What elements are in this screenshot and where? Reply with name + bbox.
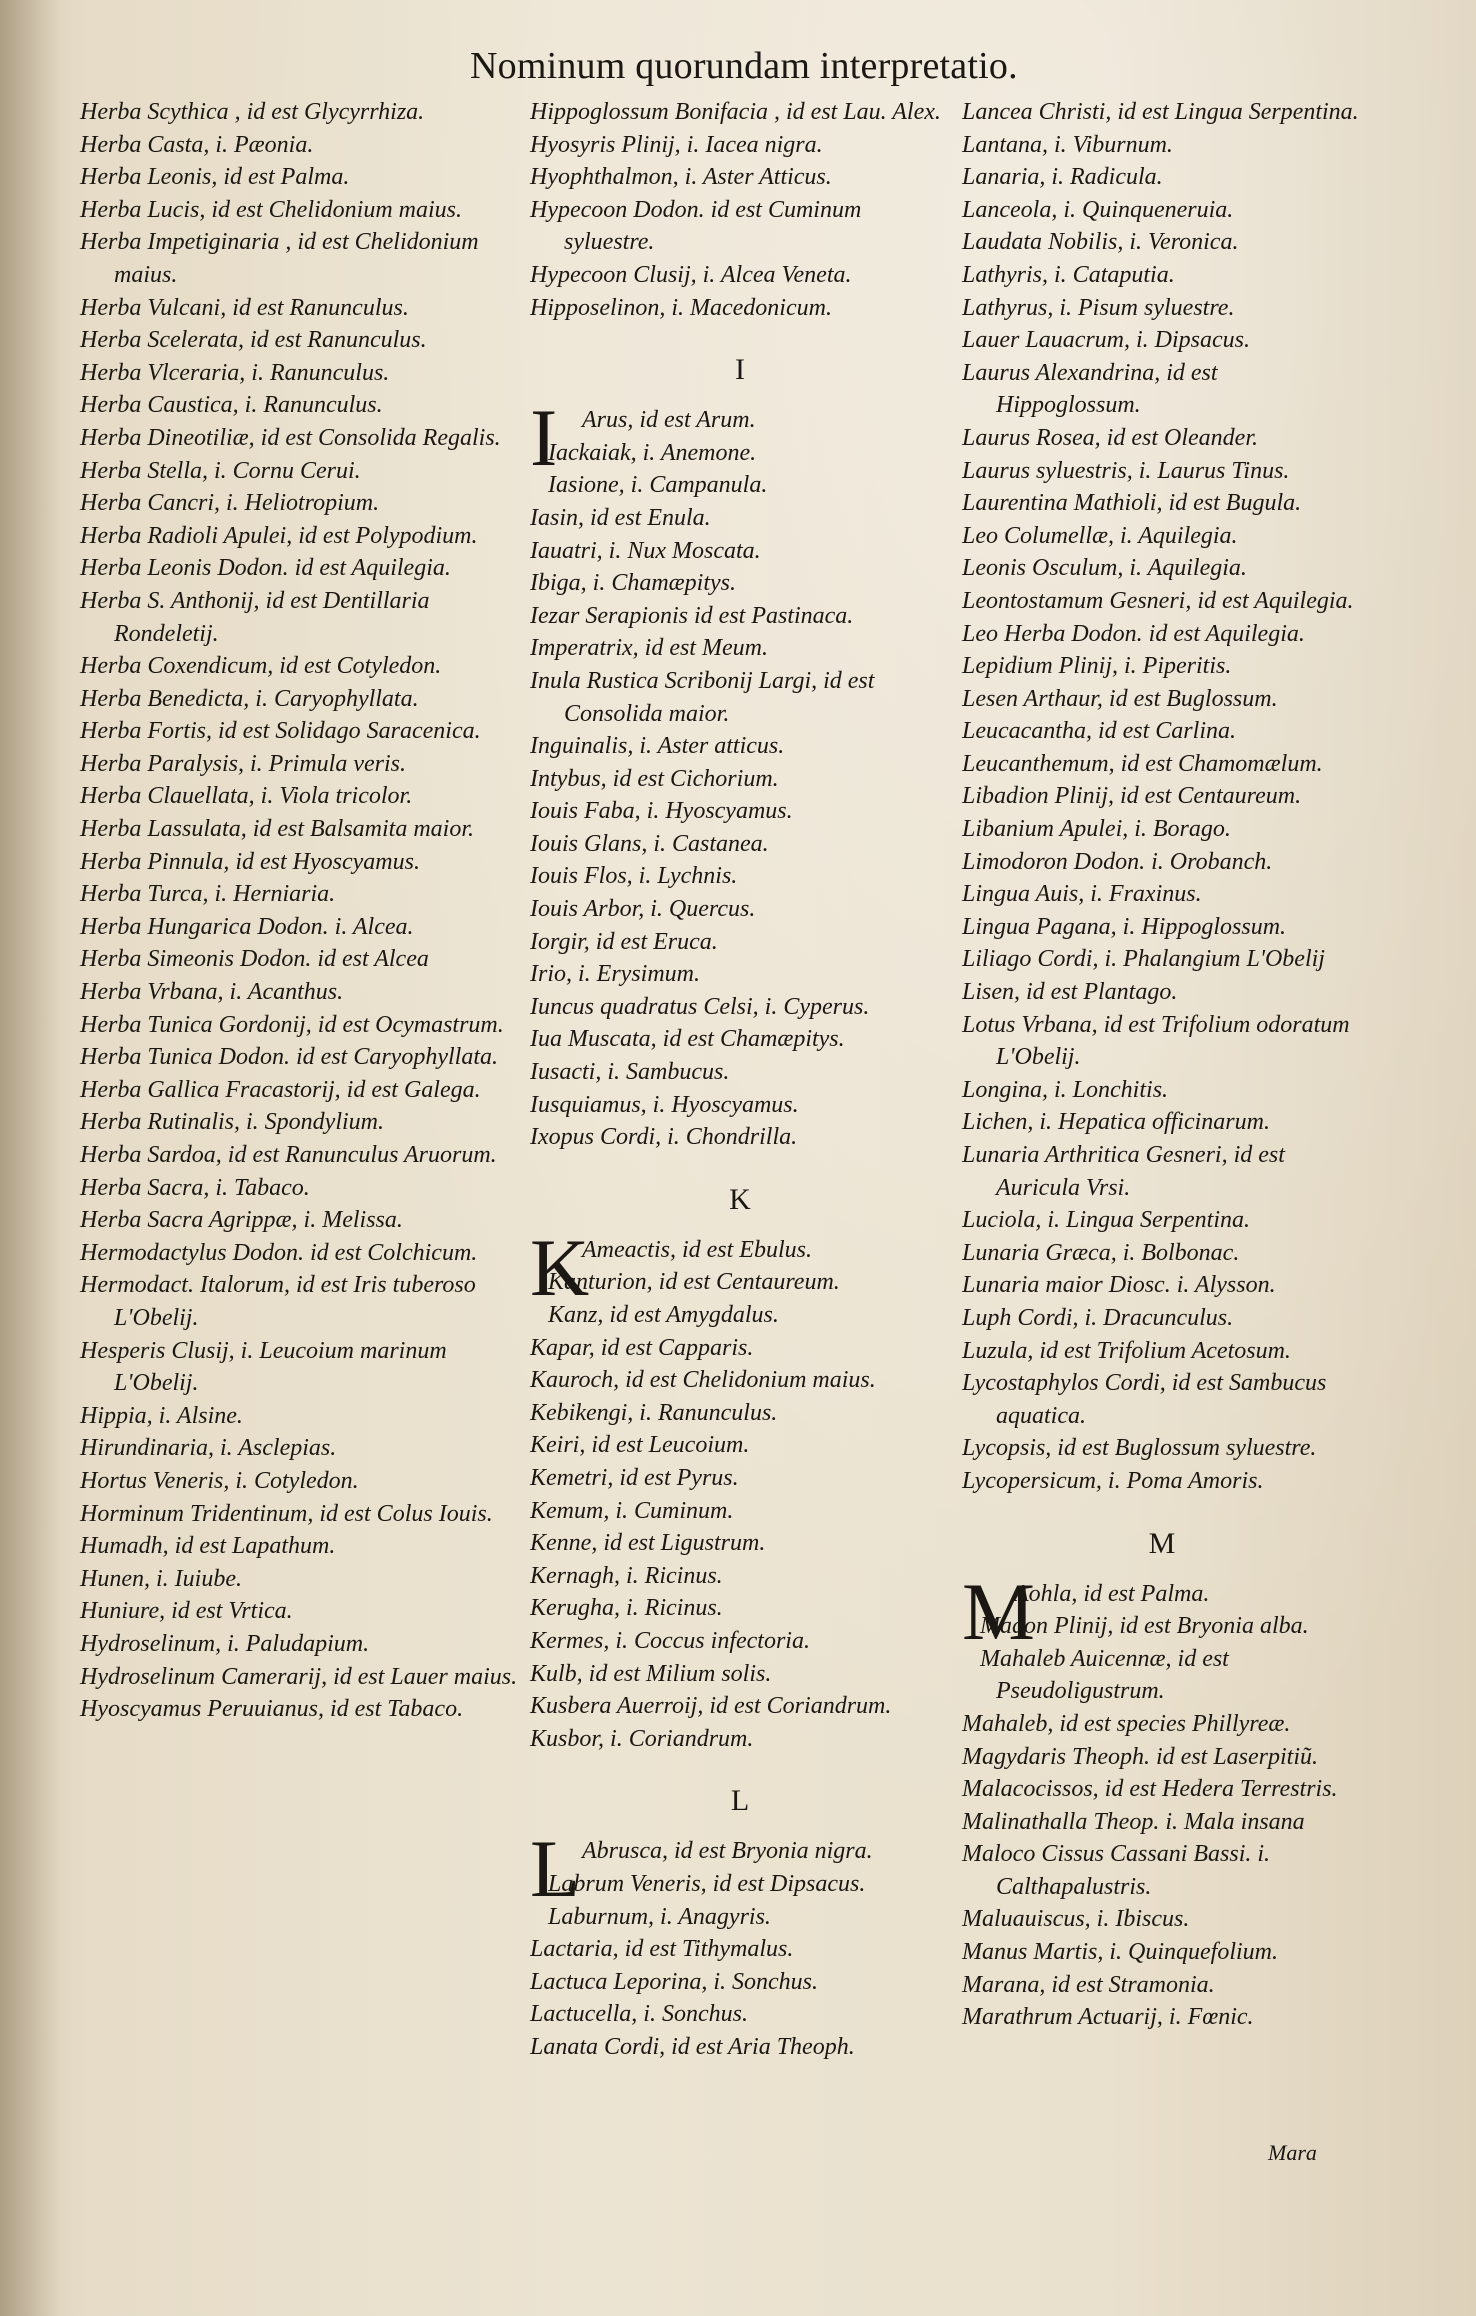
index-entry: Herba S. Anthonij, id est Dentillaria Rondeletij. (80, 587, 436, 647)
entries-i (530, 392, 950, 1154)
index-entry: Hortus Veneris, i. Cotyledon. (80, 1467, 359, 1494)
index-entry: Lactucella, i. Sonchus. (530, 2001, 748, 2028)
index-entry: Limodoron Dodon. i. Orobanch. (962, 848, 1273, 875)
index-entry: Herba Impetiginaria , id est Chelidonium maius. (80, 229, 485, 288)
index-entry: Hirundinaria, i. Asclepias. (80, 1435, 337, 1462)
index-entry: Herba Tunica Gordonij, id est Ocymastrum. (80, 1011, 504, 1038)
index-entry: Herba Sacra, i. Tabaco. (80, 1174, 310, 1201)
index-entry: Herba Pinnula, id est Hyoscyamus. (80, 848, 420, 875)
index-entry: Kenne, id est Ligustrum. (530, 1530, 766, 1557)
entries-h-continued (530, 96, 950, 324)
index-entry: Kusbera Auerroij, id est Coriandrum. (530, 1693, 892, 1720)
index-entry: Lancea Christi, id est Lingua Serpentina. (962, 99, 1359, 125)
index-entry: Laurentina Mathioli, id est Bugula. (962, 490, 1302, 517)
index-entry: Lanaria, i. Radicula. (962, 164, 1163, 191)
index-entry: Inguinalis, i. Aster atticus. (530, 733, 785, 760)
index-entry: Hesperis Clusij, i. Leucoium marinum L'Obelij. (80, 1337, 453, 1397)
index-entry: Iouis Flos, i. Lychnis. (530, 863, 738, 890)
index-entry: Lanceola, i. Quinqueneruia. (962, 196, 1234, 223)
index-entry: Hippia, i. Alsine. (80, 1402, 243, 1429)
entry-text: Aohla, id est Palma. (1014, 1580, 1210, 1607)
index-entry: Leo Columellæ, i. Aquilegia. (962, 522, 1238, 549)
index-entry: Iusquiamus, i. Hyoscyamus. (530, 1091, 799, 1118)
index-entry: Maluauiscus, i. Ibiscus. (962, 1906, 1190, 1933)
index-entry: Laburnum, i. Anagyris. (548, 1903, 771, 1930)
index-entry: Hypecoon Clusij, i. Alcea Veneta. (530, 261, 852, 288)
index-entry: Herba Radioli Apulei, id est Polypodium. (80, 522, 478, 549)
index-entry: Lesen Arthaur, id est Buglossum. (962, 685, 1278, 712)
index-entry: Luzula, id est Trifolium Acetosum. (962, 1337, 1291, 1364)
section-letter-k: K (729, 1182, 751, 1216)
drop-cap: M (962, 1565, 1035, 1657)
index-entry: Kusbor, i. Coriandrum. (530, 1725, 754, 1752)
index-entry: Herba Turca, i. Herniaria. (80, 881, 336, 908)
index-entry: Kebikengi, i. Ranunculus. (530, 1399, 778, 1426)
index-entry: Maloco Cissus Cassani Bassi. i. Calthapalustris. (962, 1841, 1277, 1900)
index-entry: Leucanthemum, id est Chamomælum. (962, 750, 1323, 777)
index-entry: Laurus syluestris, i. Laurus Tinus. (962, 457, 1290, 484)
index-entry: Herba Sacra Agrippæ, i. Melissa. (80, 1207, 403, 1234)
index-entry: Lactuca Leporina, i. Sonchus. (530, 1968, 818, 1995)
index-entry: Herba Gallica Fracastorij, id est Galega. (80, 1076, 481, 1103)
index-entry: Lichen, i. Hepatica officinarum. (962, 1109, 1270, 1136)
index-entry: Hyophthalmon, i. Aster Atticus. (530, 164, 832, 191)
index-entry: Lunaria Arthritica Gesneri, id est Auricula Vrsi. (962, 1142, 1291, 1201)
index-entry: Lycopersicum, i. Poma Amoris. (962, 1467, 1264, 1494)
index-entry: Horminum Tridentinum, id est Colus Iouis. (80, 1500, 493, 1527)
section-letter-m: M (1148, 1526, 1176, 1560)
index-entry: Herba Cancri, i. Heliotropium. (80, 490, 380, 517)
column-left (80, 96, 520, 1726)
index-entry: Herba Hungarica Dodon. i. Alcea. (80, 913, 414, 940)
index-entry: Herba Sardoa, id est Ranunculus Aruorum. (80, 1142, 497, 1168)
index-entry: Iouis Arbor, i. Quercus. (530, 896, 756, 923)
index-entry: Hyoscyamus Peruuianus, id est Tabaco. (80, 1696, 464, 1723)
index-entry: Lingua Pagana, i. Hippoglossum. (962, 913, 1287, 940)
index-entry: Luciola, i. Lingua Serpentina. (962, 1207, 1250, 1234)
entry-text: Abrusca, id est Bryonia nigra. (582, 1838, 873, 1865)
index-entry: Hydroselinum, i. Paludapium. (80, 1630, 370, 1657)
index-entry: Leontostamum Gesneri, id est Aquilegia. (962, 587, 1354, 614)
drop-cap: L (530, 1823, 581, 1915)
catchword: Mara (1268, 2140, 1317, 2165)
index-entry: Lunaria Græca, i. Bolbonac. (962, 1239, 1240, 1266)
index-entry: Lantana, i. Viburnum. (962, 131, 1173, 158)
index-entry: Huniure, id est Vrtica. (80, 1598, 293, 1625)
index-entry: Lathyris, i. Cataputia. (962, 261, 1175, 288)
index-entry: Herba Vulcani, id est Ranunculus. (80, 294, 409, 321)
entries-m (962, 1565, 1362, 2034)
page-header: Nominum quorundam interpretatio. (470, 45, 1018, 87)
index-entry: Iusacti, i. Sambucus. (530, 1059, 730, 1086)
index-entry: Magydaris Theoph. id est Laserpitiũ. (962, 1743, 1319, 1770)
index-entry: Herba Casta, i. Pæonia. (80, 131, 314, 158)
index-entry: Intybus, id est Cichorium. (530, 765, 779, 792)
index-entry: Herba Scythica , id est Glycyrrhiza. (80, 99, 425, 125)
entries-k (530, 1221, 950, 1756)
index-entry: Irio, i. Erysimum. (530, 961, 700, 988)
index-entry: Liliago Cordi, i. Phalangium L'Obelij (962, 946, 1325, 973)
index-entry: Lactaria, id est Tithymalus. (530, 1936, 794, 1963)
index-entry: Iackaiak, i. Anemone. (548, 439, 757, 466)
index-entry: Longina, i. Lonchitis. (962, 1076, 1169, 1103)
index-entry: Herba Coxendicum, id est Cotyledon. (80, 653, 442, 680)
page-gutter-shadow (0, 0, 60, 2316)
index-entry: Iasione, i. Campanula. (548, 472, 768, 499)
index-entry: Hunen, i. Iuiube. (80, 1565, 242, 1592)
index-entry: Humadh, id est Lapathum. (80, 1533, 336, 1560)
index-entry: Lotus Vrbana, id est Trifolium odoratum L'Obelij. (962, 1011, 1356, 1071)
entry-text: Arus, id est Arum. (582, 407, 756, 434)
index-entry: Libanium Apulei, i. Borago. (962, 816, 1231, 843)
index-entry: Iouis Faba, i. Hyoscyamus. (530, 798, 793, 825)
index-entry: Malinathalla Theop. i. Mala insana (962, 1808, 1305, 1835)
index-entry: Marana, id est Stramonia. (962, 1971, 1215, 1998)
index-entry: Herba Simeonis Dodon. id est Alcea (80, 946, 429, 973)
index-entry: Hydroselinum Camerarij, id est Lauer maius. (80, 1663, 518, 1690)
index-entry: Luph Cordi, i. Dracunculus. (962, 1304, 1234, 1331)
index-entry: Mahaleb, id est species Phillyreæ. (962, 1710, 1291, 1737)
index-entry: Madon Plinij, id est Bryonia alba. (980, 1613, 1309, 1640)
index-entry: Hermodact. Italorum, id est Iris tuberoso L'Obelij. (80, 1272, 482, 1331)
index-entry: Lycostaphylos Cordi, id est Sambucus aquatica. (962, 1370, 1333, 1429)
index-entry: Labrum Veneris, id est Dipsacus. (548, 1870, 866, 1897)
index-entry: Herba Tunica Dodon. id est Caryophyllata. (80, 1044, 498, 1071)
section-letter-l: L (730, 1784, 750, 1818)
index-entry: Kanz, id est Amygdalus. (548, 1302, 779, 1328)
index-entry: Laurus Alexandrina, id est Hippoglossum. (962, 359, 1224, 419)
index-entry: Hipposelinon, i. Macedonicum. (530, 294, 832, 321)
index-entry: Iorgir, id est Eruca. (530, 928, 718, 955)
index-entry: Herba Caustica, i. Ranunculus. (80, 392, 383, 419)
index-entry: Ixopus Cordi, i. Chondrilla. (530, 1124, 798, 1151)
index-entry: Lunaria maior Diosc. i. Alysson. (962, 1272, 1276, 1299)
index-entry: Inula Rustica Scribonij Largi, id est Consolida maior. (530, 667, 881, 727)
entries-l-continued (962, 96, 1362, 1498)
index-entry: Kernagh, i. Ricinus. (530, 1562, 723, 1589)
index-entry: Kulb, id est Milium solis. (530, 1660, 772, 1687)
index-entry: Iauatri, i. Nux Moscata. (530, 537, 761, 564)
drop-cap: I (530, 392, 558, 484)
index-entry: Kanturion, id est Centaureum. (548, 1269, 840, 1296)
index-entry: Iuncus quadratus Celsi, i. Cyperus. (530, 993, 870, 1020)
index-entry: Laurus Rosea, id est Oleander. (962, 424, 1258, 451)
index-entry: Hypecoon Dodon. id est Cuminum syluestre. (530, 196, 868, 256)
index-entry: Imperatrix, id est Meum. (530, 635, 768, 662)
index-entry: Herba Clauellata, i. Viola tricolor. (80, 783, 413, 810)
index-entry: Herba Leonis, id est Palma. (80, 164, 350, 191)
index-entry: Lepidium Plinij, i. Piperitis. (962, 653, 1232, 680)
index-entry: Ibiga, i. Chamæpitys. (530, 570, 737, 597)
index-entry: Herba Benedicta, i. Caryophyllata. (80, 685, 419, 712)
index-entry: Lauer Lauacrum, i. Dipsacus. (962, 327, 1251, 354)
index-entry: Herba Vlceraria, i. Ranunculus. (80, 359, 390, 386)
index-entry: Hippoglossum Bonifacia , id est Lau. Alex. (530, 99, 941, 125)
index-entry: Herba Rutinalis, i. Spondylium. (80, 1109, 384, 1136)
index-entry: Iua Muscata, id est Chamæpitys. (530, 1026, 845, 1053)
index-entry: Herba Scelerata, id est Ranunculus. (80, 327, 427, 354)
index-entry: Libadion Plinij, id est Centaureum. (962, 783, 1302, 810)
index-entry: Herba Dineotiliæ, id est Consolida Regalis. (80, 424, 501, 451)
index-entry: Iezar Serapionis id est Pastinaca. (530, 602, 854, 629)
entry-text: Ameactis, id est Ebulus. (582, 1236, 812, 1263)
index-entry: Mahaleb Auicennæ, id est Pseudoligustrum. (980, 1645, 1235, 1705)
index-entry: Lycopsis, id est Buglossum syluestre. (962, 1435, 1317, 1462)
index-entry: Herba Leonis Dodon. id est Aquilegia. (80, 555, 451, 582)
index-entry: Hermodactylus Dodon. id est Colchicum. (80, 1239, 478, 1266)
drop-cap: K (530, 1221, 590, 1313)
entries-l (530, 1823, 950, 2063)
index-entry: Manus Martis, i. Quinquefolium. (962, 1939, 1278, 1966)
index-entry: Leo Herba Dodon. id est Aquilegia. (962, 620, 1305, 647)
index-entry: Herba Lassulata, id est Balsamita maior. (80, 816, 475, 843)
index-entry: Kemetri, id est Pyrus. (530, 1464, 739, 1491)
index-entry: Keiri, id est Leucoium. (530, 1432, 750, 1459)
index-entry: Kerugha, i. Ricinus. (530, 1595, 723, 1622)
index-entry: Hyosyris Plinij, i. Iacea nigra. (530, 131, 823, 158)
index-entry: Laudata Nobilis, i. Veronica. (962, 229, 1239, 256)
index-entry: Kapar, id est Capparis. (530, 1334, 754, 1361)
index-entry: Iasin, id est Enula. (530, 504, 711, 531)
index-entry: Herba Fortis, id est Solidago Saracenica. (80, 718, 481, 745)
section-letter-i: I (735, 353, 745, 387)
index-entry: Leonis Osculum, i. Aquilegia. (962, 555, 1247, 582)
index-entry: Malacocissos, id est Hedera Terrestris. (962, 1776, 1338, 1803)
index-entry: Lisen, id est Plantago. (962, 979, 1178, 1006)
index-entry: Marathrum Actuarij, i. Fœnic. (962, 2004, 1254, 2031)
index-entry: Herba Paralysis, i. Primula veris. (80, 750, 406, 777)
index-entry: Lathyrus, i. Pisum syluestre. (962, 294, 1235, 321)
index-entry: Kauroch, id est Chelidonium maius. (530, 1367, 876, 1394)
index-entry: Herba Stella, i. Cornu Cerui. (80, 457, 361, 484)
index-entry: Kemum, i. Cuminum. (530, 1497, 734, 1524)
index-entry: Herba Vrbana, i. Acanthus. (80, 979, 344, 1006)
column-middle (530, 96, 950, 2063)
index-entry: Kermes, i. Coccus infectoria. (530, 1627, 810, 1654)
index-entry: Leucacantha, id est Carlina. (962, 718, 1236, 745)
index-entry: Herba Lucis, id est Chelidonium maius. (80, 196, 462, 223)
index-entry: Lanata Cordi, id est Aria Theoph. (530, 2033, 855, 2060)
column-right (962, 96, 1362, 2034)
index-entry: Lingua Auis, i. Fraxinus. (962, 881, 1202, 908)
index-entry: Iouis Glans, i. Castanea. (530, 830, 769, 857)
